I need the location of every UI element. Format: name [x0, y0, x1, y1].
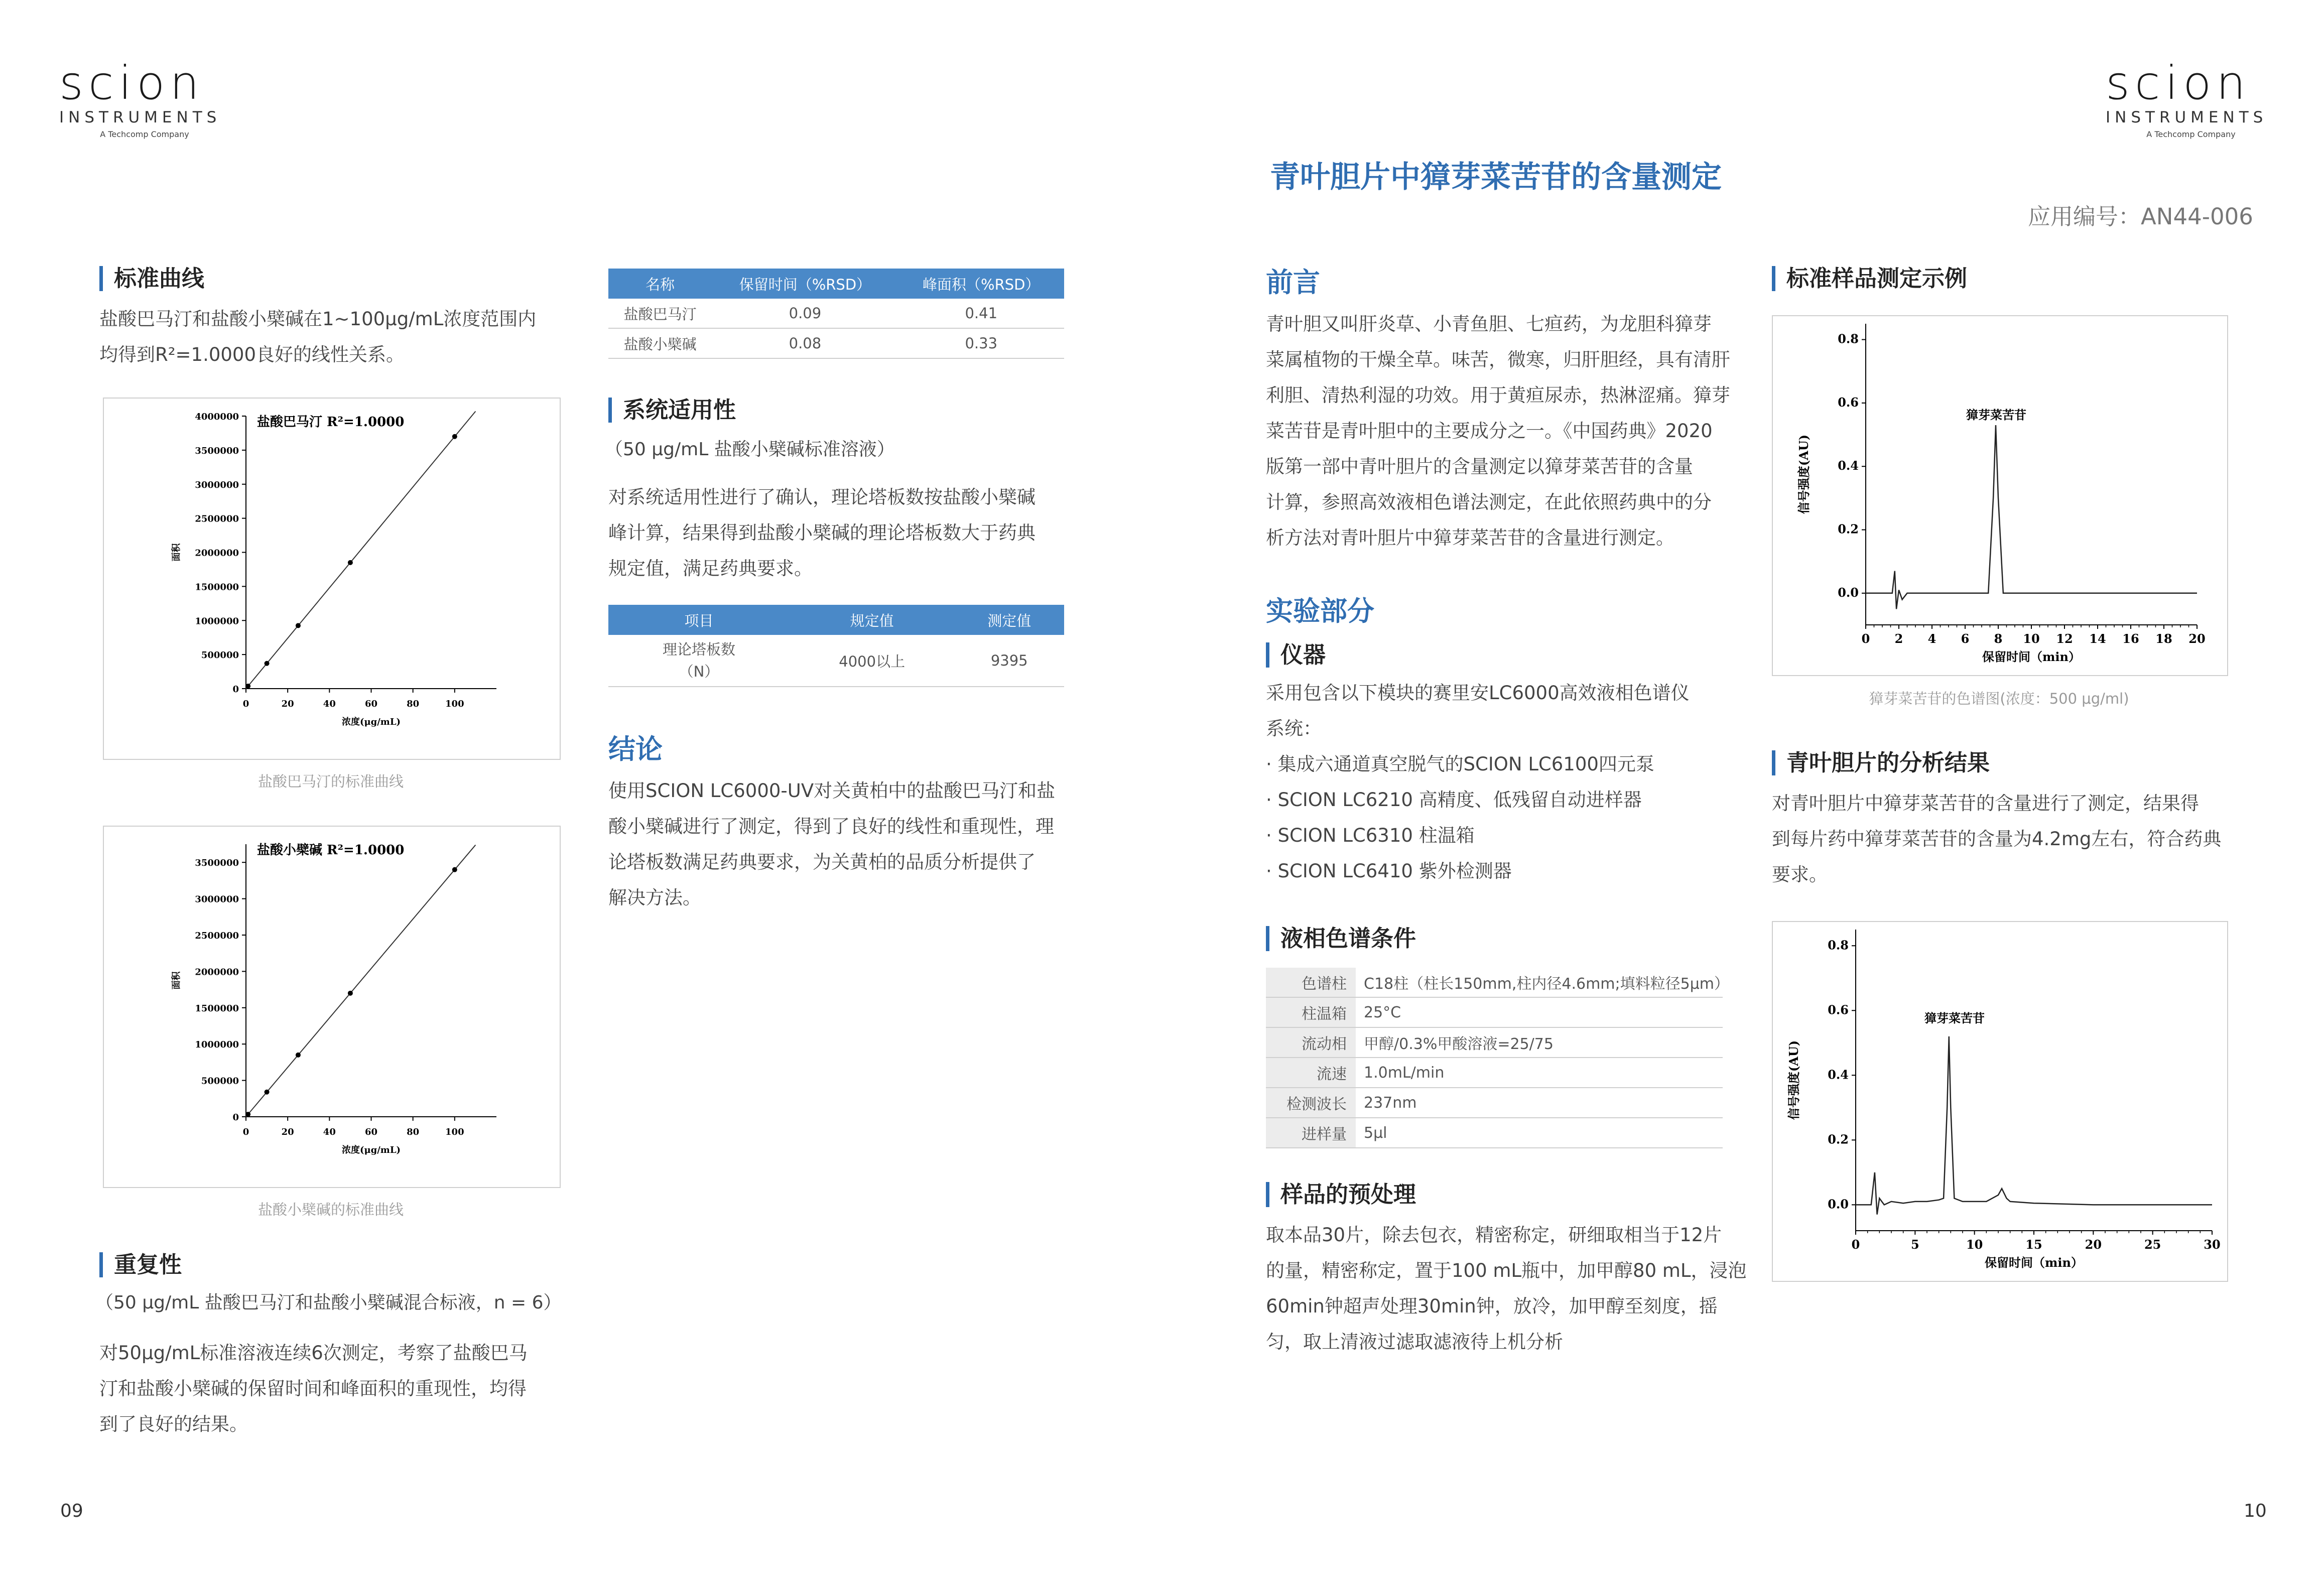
- table-header: 项目: [608, 605, 790, 635]
- condition-key: 色谱柱: [1266, 968, 1356, 997]
- y-tick-label: 0.6: [1838, 395, 1859, 410]
- condition-value: 甲醇/0.3%甲酸溶液=25/75: [1356, 1027, 1723, 1058]
- table-header: 峰面积（%RSD）: [898, 269, 1064, 299]
- condition-value: 5μl: [1356, 1118, 1723, 1148]
- text-line: 利胆、清热利湿的功效。用于黄疸尿赤，热淋涩痛。獐芽: [1266, 384, 1730, 406]
- peak-annotation: 獐芽菜苦苷: [1966, 408, 2026, 422]
- text-line: 酸小檗碱进行了测定，得到了良好的线性和重现性，理: [608, 816, 1054, 837]
- text-line: 解决方法。: [608, 887, 701, 908]
- y-tick-label: 0.4: [1838, 458, 1859, 473]
- chromatogram-trace: [1866, 425, 2197, 609]
- chart-caption: 獐芽菜苦苷的色谱图(浓度：500 μg/ml): [1869, 690, 2129, 707]
- data-point: [452, 434, 457, 439]
- plates-table: [608, 605, 1064, 687]
- condition-key: 柱温箱: [1266, 997, 1356, 1027]
- table-row: [1266, 1058, 1723, 1088]
- condition-value: C18柱（柱长150mm,柱内径4.6mm;填料粒径5μm）: [1356, 968, 1723, 997]
- page-title: 青叶胆片中獐芽菜苦苷的含量测定: [1270, 160, 1722, 195]
- condition-key: 进样量: [1266, 1118, 1356, 1148]
- table-row: [1266, 1118, 1723, 1148]
- text-line: 菜苦苷是青叶胆中的主要成分之一。《中国药典》2020: [1266, 420, 1713, 442]
- intro-heading: 前言: [1266, 267, 1320, 298]
- sample-prep-heading: 样品的预处理: [1266, 1182, 1416, 1207]
- x-tick-label: 100: [445, 699, 464, 709]
- module-item: · SCION LC6210 高精度、低残留自动进样器: [1266, 789, 1642, 811]
- chart-caption: 盐酸巴马汀的标准曲线: [257, 773, 404, 790]
- chromatogram-standard-svg: [1773, 316, 2227, 675]
- text-line: 采用包含以下模块的赛里安LC6000高效液相色谱仪: [1266, 682, 1690, 704]
- x-tick-label: 100: [445, 1127, 464, 1137]
- scion-logo-right: [2106, 56, 2276, 139]
- table-row: [1266, 968, 1723, 997]
- peak-annotation: 獐芽菜苦苷: [1924, 1011, 1985, 1025]
- text-line: 取本品30片，除去包衣，精密称定，研细取相当于12片: [1266, 1224, 1722, 1246]
- text-line: 到了良好的结果。: [99, 1413, 248, 1435]
- condition-value: 1.0mL/min: [1356, 1058, 1723, 1088]
- suitability-heading: 系统适用性: [608, 398, 736, 423]
- x-tick-label: 20: [281, 1127, 294, 1137]
- data-point: [348, 991, 353, 996]
- data-point: [296, 623, 301, 628]
- x-tick-label: 0: [242, 1127, 249, 1137]
- data-point: [296, 1053, 301, 1058]
- cell-line: 理论塔板数: [662, 641, 735, 658]
- y-tick-label: 1500000: [195, 582, 239, 593]
- table-cell: [608, 635, 790, 687]
- x-tick-label: 60: [364, 1127, 378, 1137]
- logo-tagline: A Techcomp Company: [2146, 129, 2236, 139]
- y-tick-label: 1500000: [195, 1003, 239, 1014]
- y-tick-label: 2500000: [195, 931, 239, 941]
- table-header: 测定值: [954, 605, 1064, 635]
- chart-title: 盐酸巴马汀 R²=1.0000: [257, 415, 405, 430]
- data-point: [348, 560, 353, 565]
- x-tick-label: 6: [1961, 631, 1970, 646]
- x-axis-label: 保留时间（min）: [1985, 1255, 2083, 1270]
- y-tick-label: 0.6: [1828, 1002, 1849, 1017]
- text-line: 要求。: [1772, 864, 1828, 885]
- table-cell: 0.41: [898, 299, 1064, 328]
- table-row: [608, 635, 1064, 687]
- regression-line: [246, 845, 475, 1117]
- x-tick-label: 80: [407, 699, 420, 709]
- y-tick-label: 0: [232, 1112, 239, 1123]
- table-row: [608, 328, 1064, 358]
- sample-prep-text: [1266, 1217, 1753, 1360]
- data-point: [245, 684, 250, 689]
- text-line: 版第一部中青叶胆片的含量测定以獐芽菜苦苷的含量: [1266, 456, 1693, 477]
- y-tick-label: 500000: [201, 650, 239, 661]
- table-cell: 盐酸小檗碱: [608, 328, 712, 358]
- x-axis-label: 浓度(μg/mL): [341, 717, 401, 727]
- y-axis-label: 面积: [171, 971, 182, 990]
- lc-conditions-table: [1266, 968, 1730, 1148]
- x-tick-label: 10: [2023, 631, 2040, 646]
- y-axis-label: 信号强度(AU): [1796, 434, 1811, 514]
- text-line: 的量，精密称定，置于100 mL瓶中，加甲醇80 mL，浸泡: [1266, 1260, 1747, 1281]
- conclusion-heading: 结论: [608, 733, 663, 765]
- y-tick-label: 0.0: [1828, 1197, 1849, 1212]
- condition-value: 25°C: [1356, 997, 1723, 1027]
- table-header: 规定值: [790, 605, 955, 635]
- condition-value: 237nm: [1356, 1088, 1723, 1118]
- x-tick-label: 14: [2089, 631, 2106, 646]
- data-point: [245, 1112, 250, 1117]
- x-tick-label: 2: [1894, 631, 1903, 646]
- x-axis-label: 保留时间（min）: [1982, 649, 2081, 664]
- y-tick-label: 4000000: [195, 412, 239, 422]
- analysis-text: [1772, 785, 2234, 892]
- text-line: 菜属植物的干燥全草。味苦，微寒，归肝胆经，具有清肝: [1266, 349, 1730, 370]
- text-line: 匀，取上清液过滤取滤液待上机分析: [1266, 1331, 1563, 1353]
- y-tick-label: 0.8: [1838, 331, 1859, 346]
- x-tick-label: 25: [2144, 1237, 2161, 1252]
- logo-tagline: A Techcomp Company: [100, 129, 189, 139]
- calibration-chart-1: [103, 398, 561, 760]
- x-tick-label: 30: [2204, 1237, 2221, 1252]
- std-sample-heading: 标准样品测定示例: [1772, 266, 1967, 291]
- x-tick-label: 8: [1994, 631, 2003, 646]
- data-point: [265, 661, 270, 666]
- repeatability-heading: 重复性: [99, 1252, 182, 1277]
- condition-key: 流速: [1266, 1058, 1356, 1088]
- y-tick-label: 0: [232, 684, 239, 695]
- chromatogram-sample: [1772, 921, 2228, 1282]
- app-number: 应用编号：AN44-006: [2028, 203, 2253, 230]
- table-header: 保留时间（%RSD）: [712, 269, 898, 299]
- x-tick-label: 12: [2056, 631, 2073, 646]
- y-tick-label: 2000000: [195, 548, 239, 559]
- regression-line: [246, 411, 475, 689]
- cell-line: （N）: [679, 663, 719, 680]
- x-tick-label: 4: [1927, 631, 1936, 646]
- table-cell: 4000以上: [790, 635, 955, 687]
- repeatability-text: [99, 1335, 576, 1442]
- text-line: 均得到R²=1.0000良好的线性关系。: [99, 344, 405, 365]
- text-line: 60min钟超声处理30min钟，放冷，加甲醇至刻度，摇: [1266, 1295, 1718, 1317]
- scion-logo-left: [59, 56, 230, 139]
- condition-key: 流动相: [1266, 1027, 1356, 1058]
- y-tick-label: 1000000: [195, 616, 239, 627]
- table-header-row: [608, 269, 1064, 299]
- x-tick-label: 0: [1851, 1237, 1860, 1252]
- table-cell: 0.33: [898, 328, 1064, 358]
- condition-key: 检测波长: [1266, 1088, 1356, 1118]
- text-line: 规定值，满足药典要求。: [608, 558, 813, 579]
- x-tick-label: 0: [1861, 631, 1870, 646]
- rsd-table: [608, 269, 1064, 359]
- text-line: 论塔板数满足药典要求，为关黄柏的品质分析提供了: [608, 851, 1036, 873]
- logo-word: scion: [59, 56, 204, 110]
- x-tick-label: 16: [2122, 631, 2139, 646]
- y-tick-label: 3500000: [195, 445, 239, 456]
- x-tick-label: 15: [2025, 1237, 2042, 1252]
- x-tick-label: 0: [242, 699, 249, 709]
- y-tick-label: 1000000: [195, 1039, 239, 1050]
- calibration-chart-2: [103, 826, 561, 1188]
- y-axis-label: 信号强度(AU): [1786, 1040, 1801, 1120]
- module-item: · 集成六通道真空脱气的SCION LC6100四元泵: [1266, 753, 1654, 775]
- data-point: [452, 867, 457, 872]
- x-tick-label: 5: [1910, 1237, 1919, 1252]
- text-line: 盐酸巴马汀和盐酸小檗碱在1~100μg/mL浓度范围内: [99, 308, 537, 330]
- y-tick-label: 3500000: [195, 858, 239, 869]
- y-tick-label: 0.4: [1828, 1067, 1849, 1082]
- x-tick-label: 20: [281, 699, 294, 709]
- table-cell: 0.08: [712, 328, 898, 358]
- text-line: 析方法对青叶胆片中獐芽菜苦苷的含量进行测定。: [1266, 527, 1674, 549]
- chart-title: 盐酸小檗碱 R²=1.0000: [257, 843, 405, 858]
- text-line: 峰计算，结果得到盐酸小檗碱的理论塔板数大于药典: [608, 522, 1036, 544]
- x-tick-label: 18: [2155, 631, 2172, 646]
- y-tick-label: 0.2: [1838, 521, 1859, 537]
- x-tick-label: 20: [2188, 631, 2206, 646]
- y-tick-label: 0.0: [1838, 585, 1859, 600]
- chromatogram-standard: [1772, 315, 2228, 676]
- intro-text: [1266, 306, 1753, 556]
- calibration-chart-1-svg: [104, 399, 560, 759]
- text-line: 汀和盐酸小檗碱的保留时间和峰面积的重现性，均得: [99, 1378, 527, 1399]
- repeatability-sub: （50 μg/mL 盐酸巴马汀和盐酸小檗碱混合标液，n = 6）: [95, 1292, 562, 1313]
- x-tick-label: 80: [407, 1127, 420, 1137]
- data-point: [265, 1090, 270, 1095]
- table-cell: 盐酸巴马汀: [608, 299, 712, 328]
- text-line: 青叶胆又叫肝炎草、小青鱼胆、七疸药，为龙胆科獐芽: [1266, 313, 1712, 335]
- y-tick-label: 500000: [201, 1076, 239, 1087]
- x-tick-label: 10: [1966, 1237, 1983, 1252]
- table-header-row: [608, 605, 1064, 635]
- logo-word: scion: [2106, 56, 2251, 110]
- y-tick-label: 2000000: [195, 967, 239, 978]
- x-tick-label: 40: [323, 699, 336, 709]
- table-row: [1266, 997, 1723, 1027]
- suitability-sub: （50 μg/mL 盐酸小檗碱标准溶液）: [605, 439, 895, 460]
- calibration-chart-2-svg: [104, 827, 560, 1187]
- table-cell: 0.09: [712, 299, 898, 328]
- std-curve-heading: 标准曲线: [99, 266, 204, 291]
- text-line: 对系统适用性进行了确认，理论塔板数按盐酸小檗碱: [608, 486, 1036, 508]
- instrument-heading: 仪器: [1266, 642, 1326, 668]
- y-tick-label: 2500000: [195, 513, 239, 524]
- page-number-right: 10: [2244, 1501, 2267, 1521]
- text-line: 使用SCION LC6000-UV对关黄柏中的盐酸巴马汀和盐: [608, 780, 1056, 802]
- module-item: · SCION LC6310 柱温箱: [1266, 825, 1475, 846]
- table-row: [1266, 1088, 1723, 1118]
- x-tick-label: 40: [323, 1127, 336, 1137]
- instrument-text: [1266, 675, 1753, 889]
- y-tick-label: 0.2: [1828, 1132, 1849, 1147]
- text-line: 系统：: [1266, 718, 1322, 739]
- x-tick-label: 60: [364, 699, 378, 709]
- text-line: 对青叶胆片中獐芽菜苦苷的含量进行了测定，结果得: [1772, 793, 2199, 814]
- table-row: [1266, 1027, 1723, 1058]
- page-number-left: 09: [60, 1501, 83, 1521]
- logo-sub: INSTRUMENTS: [2106, 108, 2268, 126]
- module-item: · SCION LC6410 紫外检测器: [1266, 860, 1512, 882]
- y-axis-label: 面积: [171, 543, 182, 562]
- conclusion-text: [608, 773, 1085, 915]
- y-tick-label: 3000000: [195, 894, 239, 905]
- y-tick-label: 0.8: [1828, 938, 1849, 953]
- text-line: 对50μg/mL标准溶液连续6次测定，考察了盐酸巴马: [99, 1342, 528, 1364]
- chromatogram-sample-svg: [1773, 922, 2227, 1281]
- y-tick-label: 3000000: [195, 479, 239, 490]
- analysis-heading: 青叶胆片的分析结果: [1772, 750, 1990, 775]
- table-row: [608, 299, 1064, 328]
- x-axis-label: 浓度(μg/mL): [341, 1145, 401, 1155]
- text-line: 计算，参照高效液相色谱法测定，在此依照药典中的分: [1266, 491, 1712, 513]
- lc-conditions-heading: 液相色谱条件: [1266, 926, 1416, 951]
- x-tick-label: 20: [2085, 1237, 2102, 1252]
- chromatogram-trace: [1856, 1036, 2212, 1215]
- std-curve-text: [99, 301, 576, 372]
- logo-sub: INSTRUMENTS: [59, 108, 221, 126]
- experiment-heading: 实验部分: [1266, 595, 1374, 627]
- table-cell: 9395: [954, 635, 1064, 687]
- chart-caption: 盐酸小檗碱的标准曲线: [257, 1201, 404, 1218]
- table-header: 名称: [608, 269, 712, 299]
- text-line: 到每片药中獐芽菜苦苷的含量为4.2mg左右，符合药典: [1772, 828, 2222, 850]
- suitability-text: [608, 479, 1085, 586]
